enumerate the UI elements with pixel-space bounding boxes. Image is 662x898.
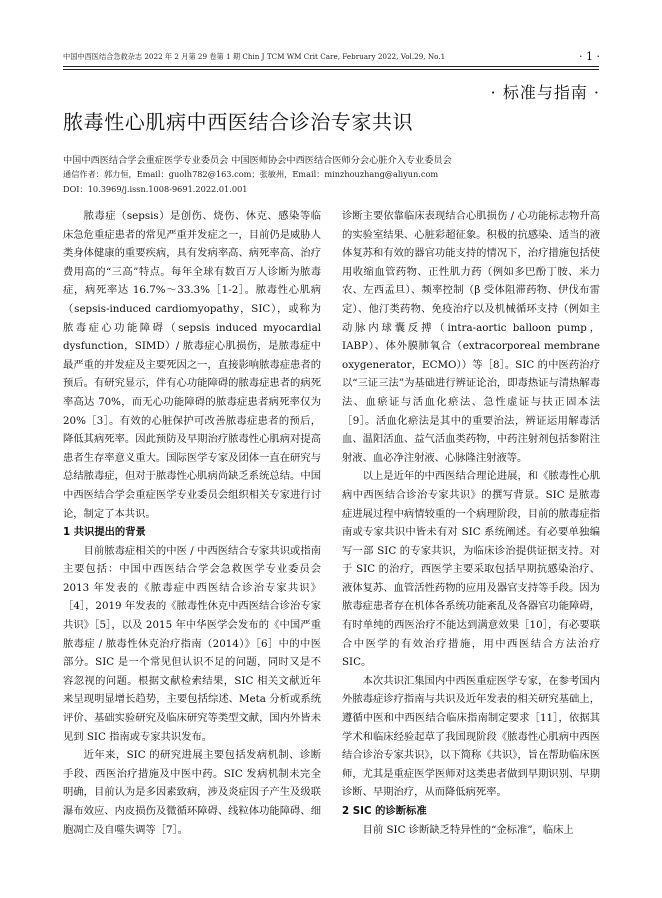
section-heading: 2 SIC 的诊断标准 bbox=[342, 805, 427, 817]
paragraph: 诊断主要依靠临床表现结合心肌损伤 / 心功能标志物升高的实验室结果、心脏彩超征象。积极的抗感染、适当的液体复苏和有效的器官功能支持的情况下，治疗措施包括使用收缩血管药物、正性肌力药（例如多巴酚丁胺、米力农、左西孟旦）、频率控制（β 受体阻滞药物、伊伐布雷定）、他汀类药物、免疫治疗以及机械循环支持（例如主动脉内球囊反搏（intra-aortic balloon pump，IABP）、体外膜肺氧合（extracorporeal membrane oxygenerator，ECMO））等［8］。SIC 的中医药治疗以“三证三法”为基础进行辨证论治，即毒热证与清热解毒法、血瘀证与活血化瘀法、急性虚证与扶正固本法［9］。活血化瘀法是其中的重要治法，辨证运用解毒活血、温阳活血、益气活血类药物，中药注射剂包括参附注射液、血必净注射液、心脉隆注射液等。 bbox=[342, 210, 600, 464]
doi-line: DOI：10.3969/j.issn.1008-9691.2022.01.001 bbox=[63, 184, 248, 194]
page-number: · 1 · bbox=[579, 50, 600, 63]
paragraph: 目前 SIC 诊断缺乏特异性的“金标准”，临床上 bbox=[362, 823, 574, 836]
paragraph: 以上是近年的中西医结合理论进展，和《脓毒性心肌病中西医结合诊治专家共识》的撰写背景。SIC 是脓毒症进展过程中病情较重的一个病理阶段，目前的脓毒症指南或专家共识中皆未有对 SIC 系统阐述。有必要单独编写一部 SIC 的专家共识，为临床诊治提供证据支持。对于 SIC 的治疗，西医学主要采取包括早期抗感染治疗、液体复苏、血管活性药物的应用及器官支持等手段。因为脓毒症患者存在机体各系统功能紊乱及各器官功能障碍，有时单纯的西医治疗不能达到满意效果［10］，有必要联合中医学的有效治疗措施，用中西医结合方法治疗 SIC。 bbox=[342, 470, 600, 669]
paragraph: 本次共识汇集国内中西医重症医学专家，在参考国内外脓毒症诊疗指南与共识及近年发表的相关研究基础上，遵循中医和中西医结合临床指南制定要求［11］，依据其学术和临床经验起草了我国现阶段《脓毒性心肌病中西医结合诊治专家共识》，以下简称《共识》，旨在帮助临床医师，尤其是重症医学医师对这类患者做到早期识别、早期诊断、早期治疗，从而降低病死率。 bbox=[342, 674, 600, 799]
correspondence-line: 通信作者：郭力恒，Email：guolh782@163.com；张敏州，Email：minzhouzhang@aliyun.com bbox=[63, 169, 439, 179]
column-label: · 标准与指南 · bbox=[490, 83, 600, 102]
left-column bbox=[63, 207, 321, 839]
header-rule bbox=[63, 66, 599, 67]
section-heading: 1 共识提出的背景 bbox=[63, 526, 146, 539]
paragraph: 近年来，SIC 的研究进展主要包括发病机制、诊断手段、西医治疗措施及中医中药。SIC 发病机制未完全明确，目前认为是多因素致病，涉及炎症因子产生及级联瀑布效应、内皮损伤及微循环障碍、线粒体功能障碍、细胞凋亡及自噬失调等［7］。 bbox=[63, 749, 321, 836]
right-column bbox=[342, 207, 600, 839]
article-title: 脓毒性心肌病中西医结合诊治专家共识 bbox=[63, 110, 414, 134]
author-line: 中国中西医结合学会重症医学专业委员会 中国医师协会中西医结合医师分会心脏介入专业委员会 bbox=[63, 155, 452, 166]
paragraph: 脓毒症（sepsis）是创伤、烧伤、休克、感染等临床急危重症患者的常见严重并发症之一，目前仍是威胁人类身体健康的重要疾病，具有发病率高、病死率高、治疗费用高的“三高”特点。每年全球有数百万人诊断为脓毒症，病死率达 16.7%～33.3%［1-2］。脓毒性心肌病（sepsis-induced cardiomyopathy，SIC），或称为脓毒症心功能障碍（sepsis induced myocardial dysfunction，SIMD）/ 脓毒症心肌损伤，是脓毒症中最严重的并发症及主要死因之一，直接影响脓毒症患者的预后。有研究显示，伴有心功能障碍的脓毒症患者的病死率高达 70%，而无心功能障碍的脓毒症患者病死率仅为 20%［3］。有效的心脏保护可改善脓毒症患者的预后，降低其病死率。因此预防及早期治疗脓毒性心肌病对提高患者生存率意义重大。国际医学专家及团体一直在研究与总结脓毒症，但对于脓毒性心肌病尚缺乏系统总结。中国中西医结合学会重症医学专业委员会组织相关专家进行讨论，制定了本共识。 bbox=[63, 210, 321, 520]
header-rule-thin bbox=[63, 69, 599, 70]
paragraph: 目前脓毒症相关的中医 / 中西医结合专家共识或指南主要包括：中国中西医结合学会急救医学专业委员会 2013 年发表的《脓毒症中西医结合诊治专家共识》［4］，2019 年发表的《脓毒性休克中西医结合诊治专家共识》［5］，以及 2015 年中华医学会发布的《中国严重脓毒症 / 脓毒性休克治疗指南（2014）》［6］中的中医部分。SIC 是一个常见但认识不足的问题，同时又是不容忽视的问题。根据文献检索结果，SIC 相关文献近年来呈现明显增长趋势，主要包括综述、Meta 分析或系统评价、基础实验研究及临床研究等类型文献，国内外皆未见到 SIC 指南或专家共识发布。 bbox=[63, 544, 321, 743]
running-header: 中国中西医结合急救杂志 2022 年 2 月第 29 卷第 1 期 Chin J TCM WM Crit Care, February 2022, Vol.29, No.1 bbox=[63, 52, 446, 61]
